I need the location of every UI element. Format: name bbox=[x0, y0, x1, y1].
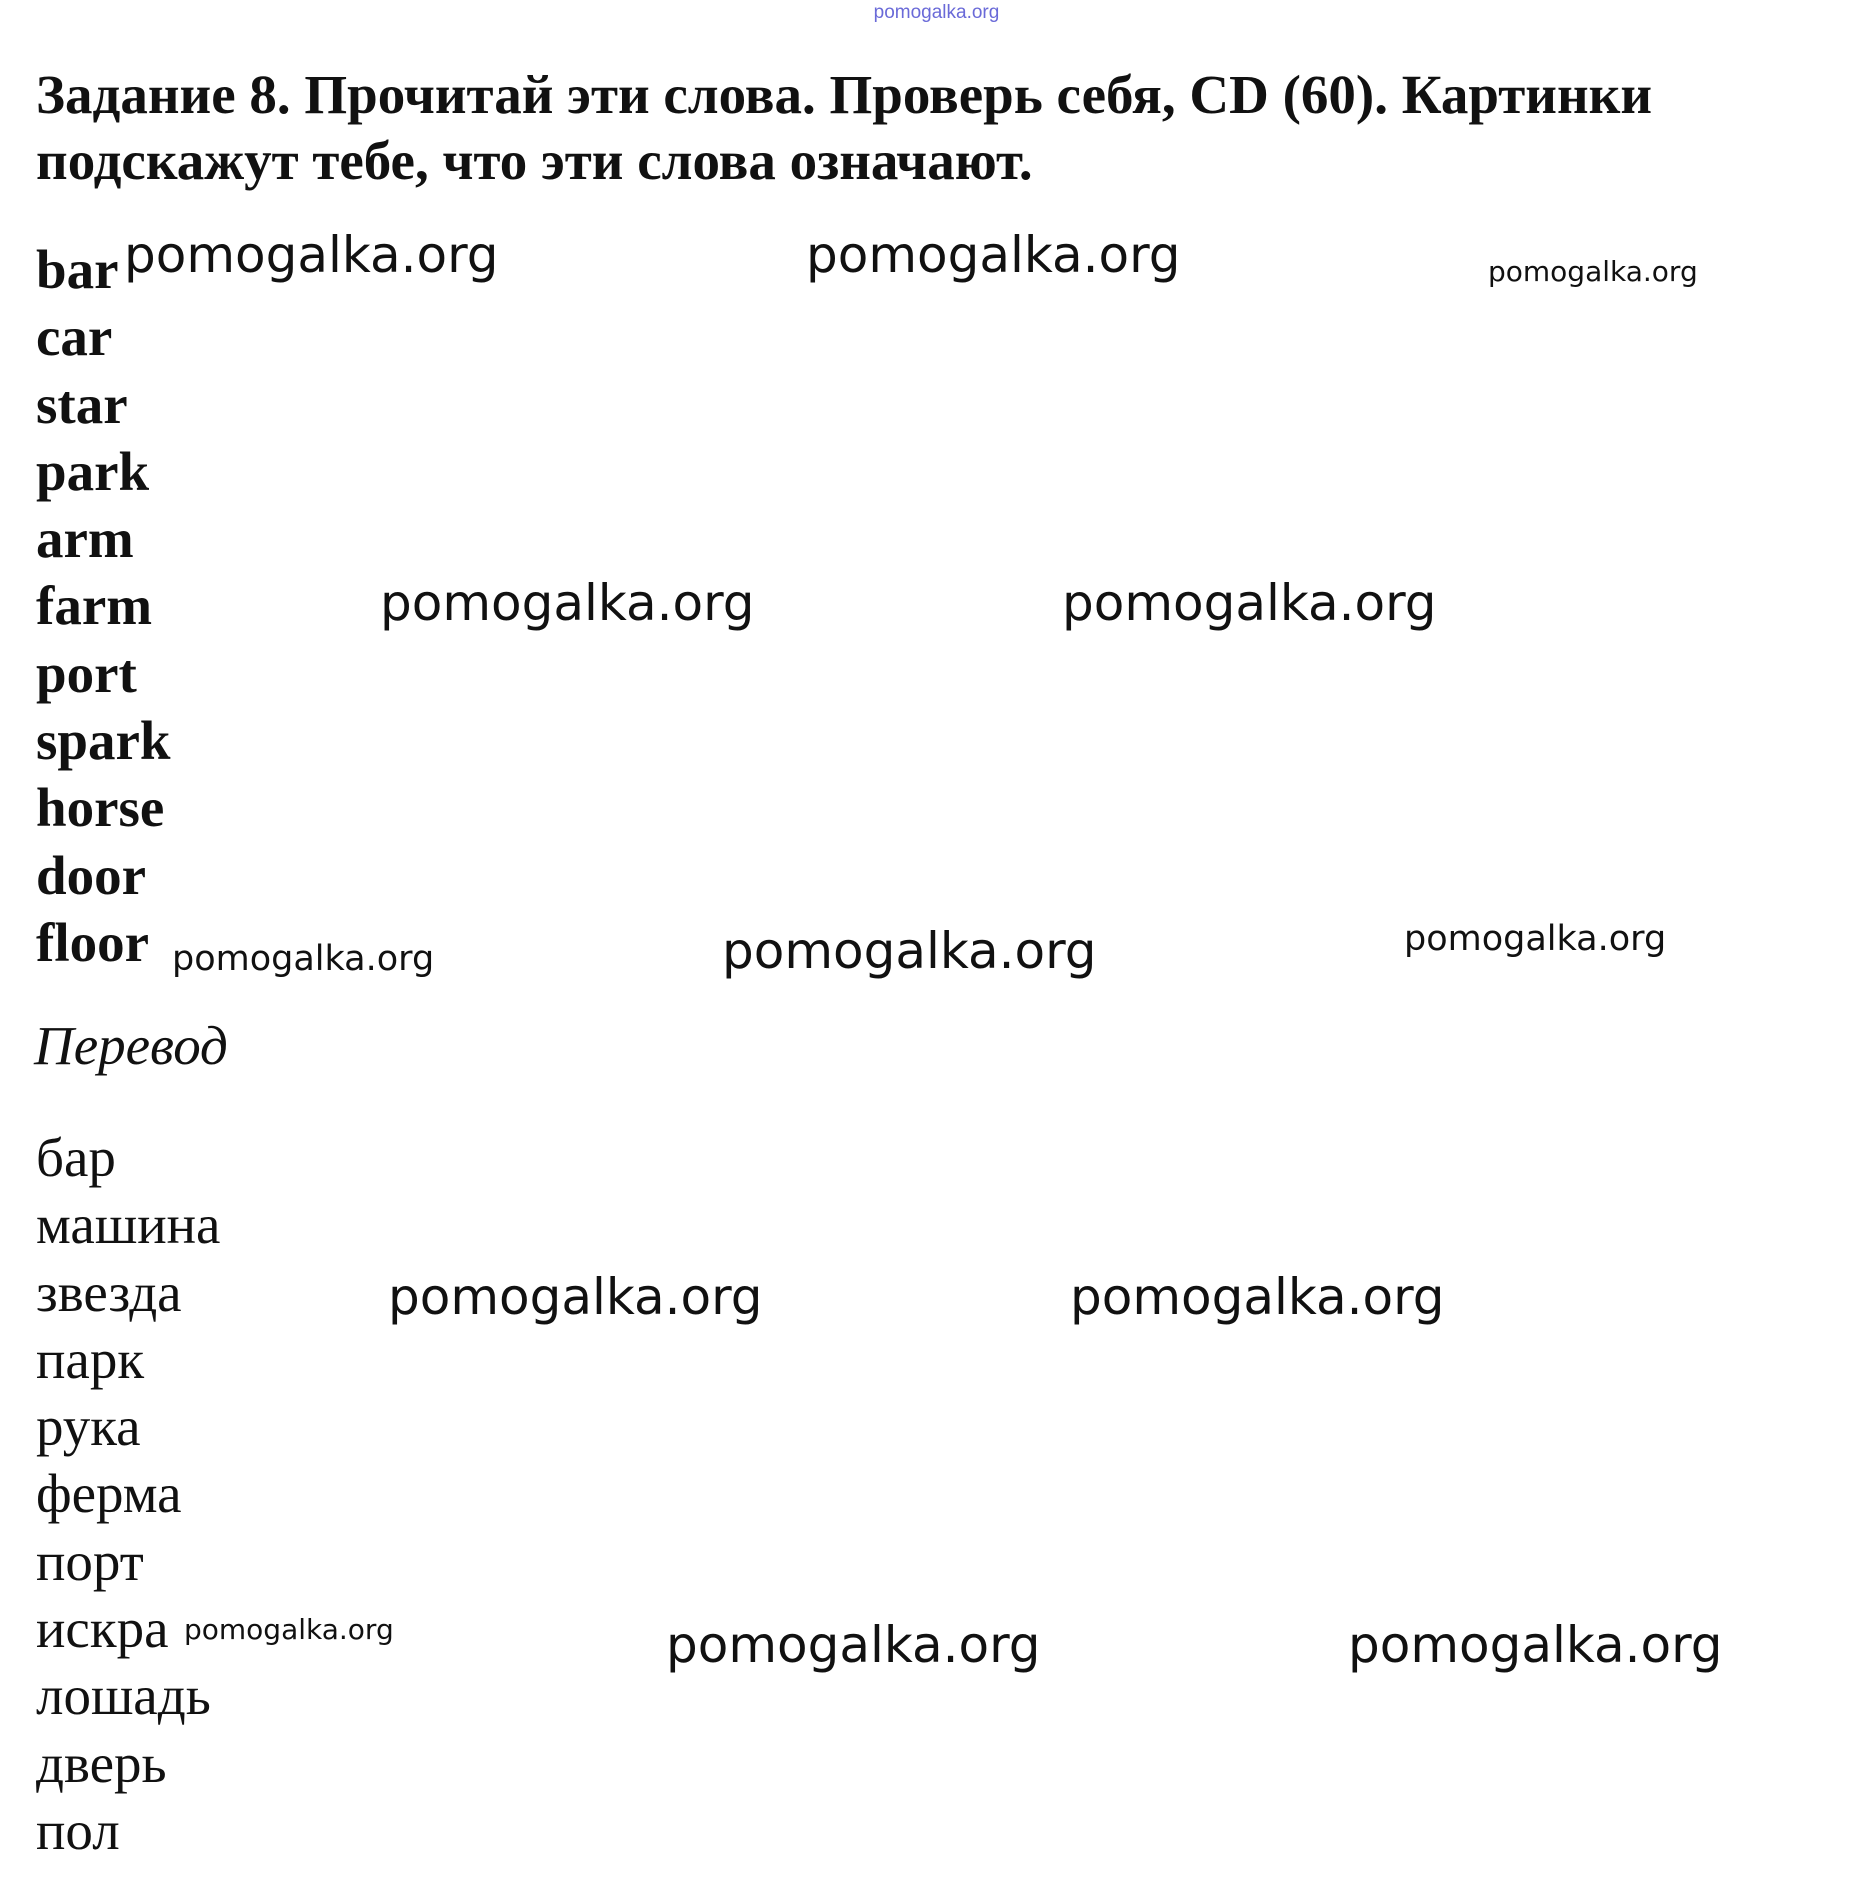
english-word: door bbox=[36, 844, 146, 906]
watermark: pomogalka.org bbox=[1488, 255, 1698, 288]
russian-word: пол bbox=[36, 1799, 120, 1861]
watermark: pomogalka.org bbox=[1070, 1268, 1445, 1326]
header-watermark: pomogalka.org bbox=[873, 2, 1000, 23]
russian-word-list bbox=[36, 1124, 220, 1864]
watermark: pomogalka.org bbox=[184, 1613, 394, 1646]
watermark: pomogalka.org bbox=[388, 1268, 763, 1326]
russian-word: дверь bbox=[36, 1732, 167, 1794]
english-word: spark bbox=[36, 710, 171, 772]
russian-word: бар bbox=[36, 1127, 116, 1188]
watermark: pomogalka.org bbox=[124, 226, 499, 284]
watermark: pomogalka.org bbox=[722, 922, 1097, 980]
watermark: pomogalka.org bbox=[1404, 919, 1667, 959]
english-word: port bbox=[36, 642, 137, 704]
russian-word: машина bbox=[36, 1194, 221, 1256]
russian-word: звезда bbox=[36, 1261, 182, 1323]
watermark: pomogalka.org bbox=[380, 574, 755, 632]
watermark: pomogalka.org bbox=[666, 1616, 1041, 1674]
english-word: bar bbox=[36, 239, 119, 300]
english-word: arm bbox=[36, 508, 134, 570]
watermark: pomogalka.org bbox=[1062, 574, 1437, 632]
translation-heading: Перевод bbox=[34, 1015, 228, 1076]
russian-word: искра bbox=[36, 1598, 169, 1660]
english-word: park bbox=[36, 440, 150, 502]
russian-word: парк bbox=[36, 1328, 145, 1390]
russian-word: порт bbox=[36, 1530, 144, 1592]
english-word: car bbox=[36, 306, 113, 368]
english-word: star bbox=[36, 373, 128, 435]
english-word: horse bbox=[36, 777, 165, 839]
english-word-list bbox=[36, 236, 171, 976]
russian-word: лошадь bbox=[36, 1665, 211, 1727]
watermark: pomogalka.org bbox=[1348, 1616, 1723, 1674]
watermark: pomogalka.org bbox=[806, 226, 1181, 284]
english-word: farm bbox=[36, 575, 153, 637]
russian-word: рука bbox=[36, 1396, 141, 1458]
english-word: floor bbox=[36, 911, 150, 973]
russian-word: ферма bbox=[36, 1463, 182, 1525]
task-title: Задание 8. Прочитай эти слова. Проверь себя, CD (60). Картинки подскажут тебе, что эти слова означают. bbox=[36, 64, 1653, 191]
watermark: pomogalka.org bbox=[172, 939, 435, 979]
